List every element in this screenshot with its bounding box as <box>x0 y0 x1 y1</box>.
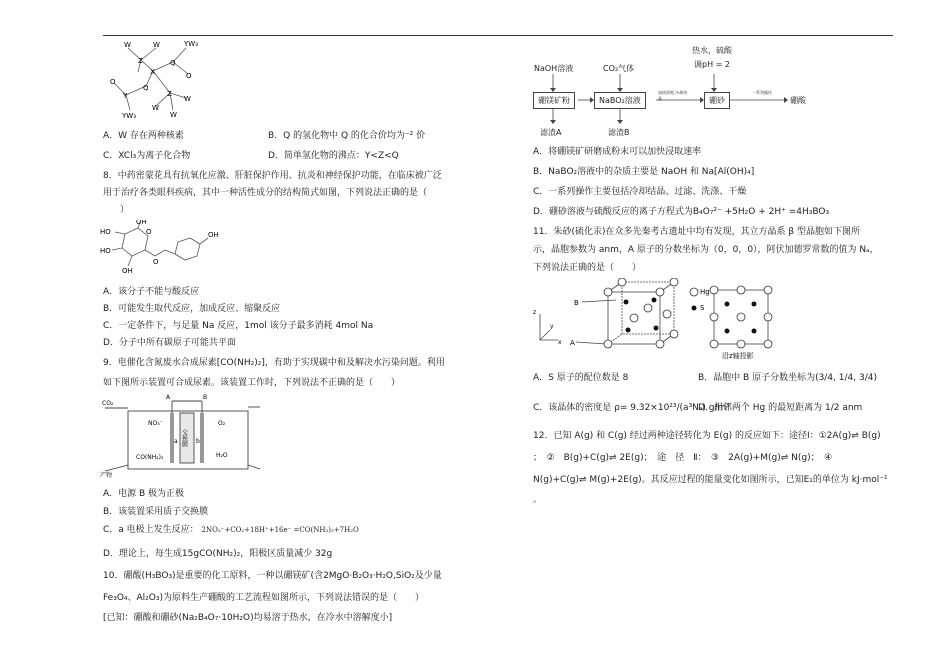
q9-electrolysis-figure <box>100 393 265 478</box>
flow-residue-b: 滤渣B <box>608 128 630 137</box>
q11-crystal-figure <box>530 278 780 360</box>
q8-stem-line3: ） <box>120 205 130 215</box>
q9-stem-line1: 9．电催化含氮废水合成尿素[CO(NH₂)₂]，有助于实现碳中和及解决水污染问题。利用 <box>103 358 445 368</box>
q9-stem-line2: 如下图所示装置可合成尿素。该装置工作时，下列说法不正确的是（ ） <box>103 378 401 388</box>
q7-option-b: B．Q 的氢化物中 Q 的化合价均为⁻² 价 <box>268 131 426 141</box>
atom-label: YW₃ <box>122 112 137 120</box>
q11-option-b: B．晶胞中 B 原子分数坐标为(3/4, 1/4, 3/4) <box>698 373 877 383</box>
fig-label: CO₂ <box>102 400 114 407</box>
fig-label: a <box>174 438 178 445</box>
fig-label: b <box>196 438 200 445</box>
flow-box-borax: 硼砂 <box>704 92 730 109</box>
atom-b-label: B <box>574 299 579 307</box>
q7-structure-figure <box>108 38 218 123</box>
axis-z-label: z <box>533 309 537 316</box>
atom-label: YW₃ <box>184 40 199 48</box>
fig-label: O₂ <box>218 420 226 427</box>
atom-label: O <box>186 72 192 80</box>
flow-mid-step: 加热浓缩 冷却结晶 <box>658 90 688 101</box>
q10-stem-line1: 10．硼酸(H₃BO₃)是重要的化工原料，一种以硼镁矿(含2MgO·B₂O₃·H₂O,SiO₂及少量 <box>103 571 442 581</box>
q10-option-c: C．一系列操作主要包括冷却结晶、过滤、洗涤、干燥 <box>533 187 747 197</box>
q7-option-c: C．XCl₃为离子化合物 <box>103 151 191 161</box>
q9-option-a: A．电源 B 极为正极 <box>103 489 185 499</box>
flow-input-2: CO₂气体 <box>603 64 635 73</box>
fig-label: NO₃⁻ <box>148 420 163 427</box>
atom-label: O <box>146 228 152 236</box>
q11-stem-line1: 11．朱砂(硫化汞)在众多先秦考古遗址中均有发现，其立方晶系 β 型晶胞如下图所 <box>533 227 860 237</box>
atom-label: Z <box>138 57 143 65</box>
q8-option-c: C．一定条件下，与足量 Na 反应，1mol 该分子最多消耗 4mol Na <box>103 321 374 331</box>
atom-label: O <box>110 78 116 86</box>
q10-option-a: A．将硼镁矿研磨成粉末可以加快浸取速率 <box>533 147 702 157</box>
atom-label: W <box>170 111 177 119</box>
q11-option-d: D．相邻两个 Hg 的最短距离为 1/2 anm <box>698 403 863 413</box>
q12-line4: 。 <box>533 495 543 505</box>
flow-output: 硼酸 <box>790 96 806 105</box>
flow-input-3b: 调pH = 2 <box>694 60 730 69</box>
atom-label: W <box>184 95 191 103</box>
fig-label: CO(NH₂)₂ <box>136 454 164 461</box>
q9-option-c-prefix: C．a 电极上发生反应： <box>103 525 199 535</box>
q11-option-c: C．该晶体的密度是 ρ= 9.32×10²³/(a³Nₐ) g/m³ <box>533 403 730 413</box>
atom-label: W <box>153 41 160 49</box>
flow-residue-a: 滤渣A <box>540 128 562 137</box>
fig-label: 产物 <box>100 472 113 478</box>
axis-x-label: x <box>558 339 562 346</box>
header-rule <box>103 35 893 36</box>
projection-caption: 沿z轴投影 <box>722 352 754 360</box>
flow-step-label: 一系列操作 <box>752 90 772 95</box>
q12-line2: ； ② B(g)+C(g)⇌ 2E(g)； 途 径 Ⅱ： ③ 2A(g)+M(g)⇌ N(g)； ④ <box>533 453 833 463</box>
flow-box-nabo2: NaBO₂溶液 <box>594 92 646 109</box>
q10-stem-line2: Fe₃O₄、Al₂O₃)为原料生产硼酸的工艺流程如图所示，下列说法错误的是（ ） <box>103 593 424 603</box>
atom-label: X <box>150 68 155 76</box>
fig-label: H₂O <box>216 452 228 459</box>
flow-input-3a: 热水，硫酸 <box>692 46 732 55</box>
legend-hg: Hg <box>700 288 710 296</box>
q11-stem-line2: 示，晶胞参数为 anm，A 原子的分数坐标为（0，0，0），阿伏加德罗常数的值为 Nₐ， <box>533 245 879 255</box>
atom-label: OH <box>122 267 133 275</box>
q7-option-d: D．简单氢化物的沸点：Y<Z<Q <box>268 151 399 161</box>
q9-option-c-equation: 2NO₃⁻+CO₂+18H⁺+16e⁻ =CO(NH₂)₂+7H₂O <box>201 526 359 534</box>
q9-option-d: D．理论上，每生成15gCO(NH₂)₂，阳极区质量减少 32g <box>103 549 333 559</box>
q10-option-d: D．硼砂溶液与硫酸反应的离子方程式为B₄O₇²⁻ +5H₂O + 2H⁺ =4H₃BO₃ <box>533 207 830 217</box>
legend-s: S <box>700 304 705 312</box>
atom-label: Z <box>167 90 172 98</box>
q10-option-b: B．NaBO₂溶液中的杂质主要是 NaOH 和 Na[Al(OH)₄] <box>533 167 755 177</box>
q11-stem-line3: 下列说法正确的是（ ） <box>533 263 642 273</box>
atom-label: W <box>124 41 131 49</box>
q8-option-b: B．可能发生取代反应，加成反应、缩聚反应 <box>103 304 281 314</box>
q12-line1: 12．已知 A(g) 和 C(g) 经过两种途径转化为 E(g) 的反应如下：途径Ⅰ：①2A(g)⇌ B(g) <box>533 431 881 441</box>
q8-option-d: D．分子中所有碳原子可能共平面 <box>103 338 236 348</box>
q9-option-c <box>103 524 359 537</box>
fig-label: B <box>203 394 208 401</box>
q12-line3: N(g)+C(g)⇌ M(g)+2E(g)。其反应过程的能量变化如图所示，已知E₁的单位为 kJ·mol⁻¹ <box>533 475 888 485</box>
q8-stem-line2: 用于治疗各类眼科疾病，其中一种活性成分的结构简式如图，下列说法正确的是（ <box>103 188 428 198</box>
q11-option-a: A．S 原子的配位数是 8 <box>533 373 629 383</box>
flow-box-ore: 硼镁矿粉 <box>533 92 575 109</box>
fig-label: A <box>166 394 171 401</box>
q9-option-b: B．该装置采用质子交换膜 <box>103 507 209 517</box>
atom-label: Q <box>170 59 176 67</box>
atom-label: W <box>152 104 159 112</box>
atom-label: Y <box>123 92 128 100</box>
atom-a-label: A <box>570 339 575 347</box>
q7-option-a: A．W 存在两种核素 <box>103 131 184 141</box>
atom-label: Q <box>143 84 149 92</box>
atom-label: OH <box>208 231 219 239</box>
fig-label: 交换膜 <box>180 429 188 447</box>
axis-y-label: y <box>550 323 554 330</box>
q8-option-a: A．该分子不能与酸反应 <box>103 287 200 297</box>
atom-label: O <box>153 258 159 266</box>
atom-label: HO <box>100 228 111 236</box>
q8-stem-line1: 8．中药密蒙花具有抗氧化应激、肝脏保护作用、抗炎和神经保护功能，在临床被广泛 <box>103 171 442 181</box>
q10-stem-line3: [已知：硼酸和硼砂(Na₂B₄O₇·10H₂O)均易溶于热水，在冷水中溶解度小] <box>103 613 393 623</box>
flow-input-1: NaOH溶液 <box>534 64 574 73</box>
atom-label: OH <box>136 220 147 226</box>
q8-molecule-figure <box>100 220 230 278</box>
atom-label: HO <box>100 247 111 255</box>
